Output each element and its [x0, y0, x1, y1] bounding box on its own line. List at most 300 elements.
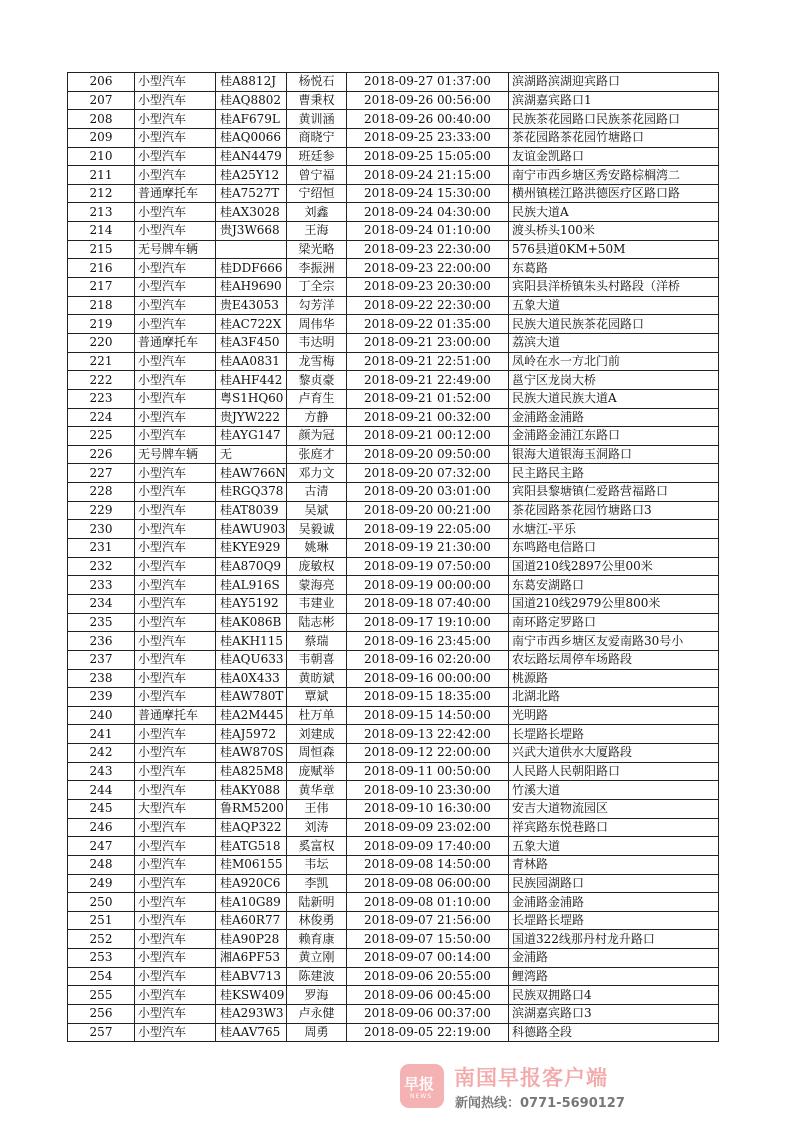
driver-name-cell: 宁绍恒 [287, 184, 347, 203]
record-number-cell: 207 [68, 91, 135, 110]
violation-time-cell: 2018-09-16 00:00:00 [347, 669, 509, 688]
violation-location-cell: 长堽路长堽路 [509, 725, 719, 744]
record-number-cell: 250 [68, 893, 135, 912]
table-row [68, 744, 719, 763]
driver-name-cell: 邓力文 [287, 464, 347, 483]
table-row [68, 315, 719, 334]
violation-location-cell: 滨湖嘉宾路口3 [509, 1005, 719, 1024]
table-row [68, 501, 719, 520]
violation-location-cell: 鲤湾路 [509, 967, 719, 986]
plate-number-cell: 粤S1HQ60 [216, 389, 287, 408]
vehicle-type-cell: 小型汽车 [135, 371, 216, 390]
record-number-cell: 252 [68, 930, 135, 949]
vehicle-type-cell: 小型汽车 [135, 352, 216, 371]
vehicle-type-cell: 小型汽车 [135, 203, 216, 222]
violation-time-cell: 2018-09-20 07:32:00 [347, 464, 509, 483]
vehicle-type-cell: 小型汽车 [135, 408, 216, 427]
plate-number-cell: 桂AQ8802 [216, 91, 287, 110]
violation-location-cell: 兴武大道供水大厦路段 [509, 744, 719, 763]
violation-location-cell: 国道210线2897公里00米 [509, 557, 719, 576]
driver-name-cell: 周勇 [287, 1023, 347, 1042]
plate-number-cell: 桂AKY088 [216, 781, 287, 800]
driver-name-cell: 曹秉权 [287, 91, 347, 110]
record-number-cell: 231 [68, 539, 135, 558]
violation-time-cell: 2018-09-26 00:40:00 [347, 110, 509, 129]
record-number-cell: 248 [68, 855, 135, 874]
vehicle-type-cell: 小型汽车 [135, 986, 216, 1005]
violation-location-cell: 茶花园路茶花园竹塘路口 [509, 128, 719, 147]
plate-number-cell: 桂AX3028 [216, 203, 287, 222]
driver-name-cell: 商晓宁 [287, 128, 347, 147]
driver-name-cell: 黎贞豪 [287, 371, 347, 390]
record-number-cell: 242 [68, 744, 135, 763]
violation-time-cell: 2018-09-21 22:49:00 [347, 371, 509, 390]
plate-number-cell: 桂A60R77 [216, 911, 287, 930]
table-row [68, 669, 719, 688]
plate-number-cell: 鲁RM5200 [216, 799, 287, 818]
violation-location-cell: 青林路 [509, 855, 719, 874]
vehicle-type-cell: 小型汽车 [135, 557, 216, 576]
violation-location-cell: 金浦路 [509, 949, 719, 968]
record-number-cell: 237 [68, 650, 135, 669]
plate-number-cell: 桂KYE929 [216, 539, 287, 558]
plate-number-cell: 桂RGQ378 [216, 483, 287, 502]
violation-location-cell: 金浦路金浦路 [509, 893, 719, 912]
record-number-cell: 246 [68, 818, 135, 837]
table-row [68, 464, 719, 483]
table-row [68, 408, 719, 427]
vehicle-type-cell: 小型汽车 [135, 110, 216, 129]
driver-name-cell: 刘鑫 [287, 203, 347, 222]
record-number-cell: 251 [68, 911, 135, 930]
driver-name-cell: 陆志彬 [287, 613, 347, 632]
violation-location-cell: 金浦路金浦路 [509, 408, 719, 427]
violation-time-cell: 2018-09-19 00:00:00 [347, 576, 509, 595]
table-row [68, 240, 719, 259]
table-row [68, 445, 719, 464]
driver-name-cell: 古清 [287, 483, 347, 502]
plate-number-cell: 桂AC722X [216, 315, 287, 334]
table-row [68, 650, 719, 669]
violation-time-cell: 2018-09-19 07:50:00 [347, 557, 509, 576]
record-number-cell: 219 [68, 315, 135, 334]
plate-number-cell: 桂A870Q9 [216, 557, 287, 576]
plate-number-cell: 桂AQ0066 [216, 128, 287, 147]
driver-name-cell: 蔡瑞 [287, 632, 347, 651]
violation-location-cell: 祥宾路东悦巷路口 [509, 818, 719, 837]
table-row [68, 594, 719, 613]
driver-name-cell: 罗海 [287, 986, 347, 1005]
vehicle-type-cell: 小型汽车 [135, 669, 216, 688]
driver-name-cell: 杜万单 [287, 706, 347, 725]
violation-time-cell: 2018-09-17 19:10:00 [347, 613, 509, 632]
plate-number-cell: 桂A825M8 [216, 762, 287, 781]
plate-number-cell: 桂AF679L [216, 110, 287, 129]
record-number-cell: 255 [68, 986, 135, 1005]
violation-location-cell: 农坛路坛周停车场路段 [509, 650, 719, 669]
vehicle-type-cell: 普通摩托车 [135, 184, 216, 203]
violation-location-cell: 五象大道 [509, 837, 719, 856]
violation-location-cell: 南宁市西乡塘区友爱南路30号小 [509, 632, 719, 651]
plate-number-cell [216, 240, 287, 259]
vehicle-type-cell: 小型汽车 [135, 427, 216, 446]
plate-number-cell: 桂AQU633 [216, 650, 287, 669]
violation-location-cell: 民族双拥路口4 [509, 986, 719, 1005]
violation-location-cell: 民族园湖路口 [509, 874, 719, 893]
table-row [68, 91, 719, 110]
driver-name-cell: 班廷参 [287, 147, 347, 166]
record-number-cell: 218 [68, 296, 135, 315]
driver-name-cell: 王伟 [287, 799, 347, 818]
violation-time-cell: 2018-09-16 02:20:00 [347, 650, 509, 669]
vehicle-type-cell: 小型汽车 [135, 818, 216, 837]
driver-name-cell: 王海 [287, 222, 347, 241]
driver-name-cell: 奚富权 [287, 837, 347, 856]
violation-time-cell: 2018-09-19 21:30:00 [347, 539, 509, 558]
vehicle-type-cell: 小型汽车 [135, 837, 216, 856]
violation-time-cell: 2018-09-23 22:00:00 [347, 259, 509, 278]
record-number-cell: 211 [68, 166, 135, 185]
vehicle-type-cell: 小型汽车 [135, 520, 216, 539]
vehicle-type-cell: 小型汽车 [135, 128, 216, 147]
driver-name-cell: 林俊勇 [287, 911, 347, 930]
plate-number-cell: 桂AJ5972 [216, 725, 287, 744]
table-row [68, 874, 719, 893]
record-number-cell: 228 [68, 483, 135, 502]
table-row [68, 930, 719, 949]
driver-name-cell: 黄华章 [287, 781, 347, 800]
violation-location-cell: 科德路全段 [509, 1023, 719, 1042]
driver-name-cell: 赖育康 [287, 930, 347, 949]
vehicle-type-cell: 小型汽车 [135, 874, 216, 893]
record-number-cell: 243 [68, 762, 135, 781]
record-number-cell: 229 [68, 501, 135, 520]
driver-name-cell: 曾宁福 [287, 166, 347, 185]
violation-time-cell: 2018-09-24 04:30:00 [347, 203, 509, 222]
driver-name-cell: 方静 [287, 408, 347, 427]
violation-time-cell: 2018-09-08 01:10:00 [347, 893, 509, 912]
violation-time-cell: 2018-09-21 00:32:00 [347, 408, 509, 427]
violation-location-cell: 国道322线那丹村龙升路口 [509, 930, 719, 949]
violation-location-cell: 南环路定罗路口 [509, 613, 719, 632]
plate-number-cell: 桂AT8039 [216, 501, 287, 520]
violation-location-cell: 邕宁区龙岗大桥 [509, 371, 719, 390]
violation-time-cell: 2018-09-21 23:00:00 [347, 333, 509, 352]
vehicle-type-cell: 小型汽车 [135, 613, 216, 632]
plate-number-cell: 桂AN4479 [216, 147, 287, 166]
plate-number-cell: 桂AL916S [216, 576, 287, 595]
plate-number-cell: 桂AA0831 [216, 352, 287, 371]
driver-name-cell: 韦坛 [287, 855, 347, 874]
table-row [68, 762, 719, 781]
vehicle-type-cell: 小型汽车 [135, 147, 216, 166]
plate-number-cell: 桂AKH115 [216, 632, 287, 651]
vehicle-type-cell: 小型汽车 [135, 222, 216, 241]
driver-name-cell: 庞敏权 [287, 557, 347, 576]
violation-time-cell: 2018-09-21 22:51:00 [347, 352, 509, 371]
record-number-cell: 208 [68, 110, 135, 129]
table-row [68, 128, 719, 147]
violation-location-cell: 国道210线2979公里800米 [509, 594, 719, 613]
driver-name-cell: 李凯 [287, 874, 347, 893]
table-row [68, 73, 719, 92]
driver-name-cell: 韦建业 [287, 594, 347, 613]
violation-location-cell: 竹溪大道 [509, 781, 719, 800]
record-number-cell: 236 [68, 632, 135, 651]
driver-name-cell: 蒙海亮 [287, 576, 347, 595]
record-number-cell: 238 [68, 669, 135, 688]
violation-location-cell: 安吉大道物流园区 [509, 799, 719, 818]
violation-time-cell: 2018-09-16 23:45:00 [347, 632, 509, 651]
record-number-cell: 256 [68, 1005, 135, 1024]
table-row [68, 520, 719, 539]
plate-number-cell: 桂AQP322 [216, 818, 287, 837]
violation-time-cell: 2018-09-07 21:56:00 [347, 911, 509, 930]
plate-number-cell: 桂A8812J [216, 73, 287, 92]
driver-name-cell: 韦朝喜 [287, 650, 347, 669]
violation-time-cell: 2018-09-24 01:10:00 [347, 222, 509, 241]
violation-time-cell: 2018-09-24 21:15:00 [347, 166, 509, 185]
vehicle-type-cell: 小型汽车 [135, 762, 216, 781]
table-row [68, 296, 719, 315]
violation-time-cell: 2018-09-25 23:33:00 [347, 128, 509, 147]
record-number-cell: 212 [68, 184, 135, 203]
vehicle-type-cell: 小型汽车 [135, 483, 216, 502]
plate-number-cell: 桂AH9690 [216, 278, 287, 297]
plate-number-cell: 贵E43053 [216, 296, 287, 315]
violation-time-cell: 2018-09-23 22:30:00 [347, 240, 509, 259]
violation-location-cell: 长堽路长堽路 [509, 911, 719, 930]
plate-number-cell: 桂DDF666 [216, 259, 287, 278]
plate-number-cell: 桂AW780T [216, 688, 287, 707]
violation-time-cell: 2018-09-07 00:14:00 [347, 949, 509, 968]
record-number-cell: 221 [68, 352, 135, 371]
driver-name-cell: 卢育生 [287, 389, 347, 408]
table-row [68, 781, 719, 800]
table-row [68, 110, 719, 129]
vehicle-type-cell: 小型汽车 [135, 949, 216, 968]
violation-time-cell: 2018-09-09 23:02:00 [347, 818, 509, 837]
plate-number-cell: 贵JYW222 [216, 408, 287, 427]
plate-number-cell: 无 [216, 445, 287, 464]
table-row [68, 1005, 719, 1024]
record-number-cell: 227 [68, 464, 135, 483]
table-row [68, 986, 719, 1005]
violation-time-cell: 2018-09-21 00:12:00 [347, 427, 509, 446]
vehicle-type-cell: 小型汽车 [135, 166, 216, 185]
driver-name-cell: 庞赋举 [287, 762, 347, 781]
watermark-hotline: 新闻热线：0771-5690127 [455, 1096, 625, 1111]
table-row [68, 837, 719, 856]
driver-name-cell: 黄训涵 [287, 110, 347, 129]
record-number-cell: 223 [68, 389, 135, 408]
plate-number-cell: 桂AY5192 [216, 594, 287, 613]
violation-location-cell: 光明路 [509, 706, 719, 725]
vehicle-type-cell: 小型汽车 [135, 539, 216, 558]
violation-time-cell: 2018-09-20 03:01:00 [347, 483, 509, 502]
violation-location-cell: 南宁市西乡塘区秀安路棕榈湾二 [509, 166, 719, 185]
table-row [68, 352, 719, 371]
record-number-cell: 253 [68, 949, 135, 968]
driver-name-cell: 周伟华 [287, 315, 347, 334]
table-row [68, 855, 719, 874]
violation-time-cell: 2018-09-06 00:45:00 [347, 986, 509, 1005]
driver-name-cell: 张庭才 [287, 445, 347, 464]
record-number-cell: 233 [68, 576, 135, 595]
table-row [68, 799, 719, 818]
violation-location-cell: 东葛安湖路口 [509, 576, 719, 595]
violation-location-cell: 宾阳县黎塘镇仁爱路营福路口 [509, 483, 719, 502]
violation-location-cell: 民族大道民族大道A [509, 389, 719, 408]
violation-location-cell: 576县道0KM+50M [509, 240, 719, 259]
driver-name-cell: 梁光略 [287, 240, 347, 259]
violation-time-cell: 2018-09-19 22:05:00 [347, 520, 509, 539]
table-row [68, 688, 719, 707]
table-row [68, 949, 719, 968]
driver-name-cell: 丁全宗 [287, 278, 347, 297]
violation-time-cell: 2018-09-20 00:21:00 [347, 501, 509, 520]
vehicle-type-cell: 小型汽车 [135, 1023, 216, 1042]
record-number-cell: 225 [68, 427, 135, 446]
violation-location-cell: 银海大道银海玉洞路口 [509, 445, 719, 464]
violation-time-cell: 2018-09-08 06:00:00 [347, 874, 509, 893]
violation-records-table [67, 72, 719, 1042]
violation-time-cell: 2018-09-15 14:50:00 [347, 706, 509, 725]
violation-location-cell: 荔滨大道 [509, 333, 719, 352]
record-number-cell: 209 [68, 128, 135, 147]
table-row [68, 333, 719, 352]
vehicle-type-cell: 小型汽车 [135, 315, 216, 334]
driver-name-cell: 陆新明 [287, 893, 347, 912]
violation-time-cell: 2018-09-05 22:19:00 [347, 1023, 509, 1042]
driver-name-cell: 刘涛 [287, 818, 347, 837]
vehicle-type-cell: 小型汽车 [135, 576, 216, 595]
violation-time-cell: 2018-09-06 20:55:00 [347, 967, 509, 986]
table-row [68, 278, 719, 297]
driver-name-cell: 吴斌 [287, 501, 347, 520]
driver-name-cell: 韦达明 [287, 333, 347, 352]
record-number-cell: 245 [68, 799, 135, 818]
plate-number-cell: 桂A0X433 [216, 669, 287, 688]
record-number-cell: 244 [68, 781, 135, 800]
newspaper-logo-icon [400, 1064, 444, 1108]
violation-location-cell: 民族大道民族茶花园路口 [509, 315, 719, 334]
newspaper-watermark [400, 1062, 660, 1110]
driver-name-cell: 龙雪梅 [287, 352, 347, 371]
violation-time-cell: 2018-09-24 15:30:00 [347, 184, 509, 203]
plate-number-cell: 桂A7527T [216, 184, 287, 203]
driver-name-cell: 陈建波 [287, 967, 347, 986]
vehicle-type-cell: 小型汽车 [135, 893, 216, 912]
plate-number-cell: 桂ABV713 [216, 967, 287, 986]
record-number-cell: 249 [68, 874, 135, 893]
violation-location-cell: 凤岭在水一方北门前 [509, 352, 719, 371]
table-row [68, 557, 719, 576]
violation-time-cell: 2018-09-20 09:50:00 [347, 445, 509, 464]
vehicle-type-cell: 小型汽车 [135, 632, 216, 651]
table-body [68, 73, 719, 1042]
violation-time-cell: 2018-09-15 18:35:00 [347, 688, 509, 707]
record-number-cell: 241 [68, 725, 135, 744]
record-number-cell: 214 [68, 222, 135, 241]
watermark-title: 南国早报客户端 [454, 1066, 608, 1090]
vehicle-type-cell: 小型汽车 [135, 650, 216, 669]
violation-location-cell: 东葛路 [509, 259, 719, 278]
table-row [68, 725, 719, 744]
vehicle-type-cell: 小型汽车 [135, 930, 216, 949]
violation-time-cell: 2018-09-13 22:42:00 [347, 725, 509, 744]
plate-number-cell: 桂A3F450 [216, 333, 287, 352]
record-number-cell: 206 [68, 73, 135, 92]
plate-number-cell: 桂KSW409 [216, 986, 287, 1005]
vehicle-type-cell: 小型汽车 [135, 259, 216, 278]
violation-location-cell: 横州镇槎江路洪德医疗区路口路 [509, 184, 719, 203]
violation-location-cell: 民族茶花园路口民族茶花园路口 [509, 110, 719, 129]
vehicle-type-cell: 小型汽车 [135, 911, 216, 930]
plate-number-cell: 桂AK086B [216, 613, 287, 632]
table-row [68, 539, 719, 558]
vehicle-type-cell: 小型汽车 [135, 855, 216, 874]
violation-time-cell: 2018-09-06 00:37:00 [347, 1005, 509, 1024]
table-row [68, 371, 719, 390]
violation-location-cell: 滨湖嘉宾路口1 [509, 91, 719, 110]
violation-location-cell: 桃源路 [509, 669, 719, 688]
plate-number-cell: 桂A90P28 [216, 930, 287, 949]
plate-number-cell: 桂A920C6 [216, 874, 287, 893]
violation-time-cell: 2018-09-11 00:50:00 [347, 762, 509, 781]
logo-text: 早报 [404, 1075, 435, 1093]
plate-number-cell: 桂AAV765 [216, 1023, 287, 1042]
vehicle-type-cell: 小型汽车 [135, 688, 216, 707]
violation-location-cell: 民主路民主路 [509, 464, 719, 483]
record-number-cell: 235 [68, 613, 135, 632]
violation-time-cell: 2018-09-23 20:30:00 [347, 278, 509, 297]
violation-time-cell: 2018-09-26 00:56:00 [347, 91, 509, 110]
violation-location-cell: 滨湖路滨湖迎宾路口 [509, 73, 719, 92]
record-number-cell: 232 [68, 557, 135, 576]
table-row [68, 632, 719, 651]
table-row [68, 911, 719, 930]
vehicle-type-cell: 小型汽车 [135, 73, 216, 92]
violation-time-cell: 2018-09-22 22:30:00 [347, 296, 509, 315]
table-row [68, 166, 719, 185]
violation-location-cell: 东鸣路电信路口 [509, 539, 719, 558]
violation-location-cell: 民族大道A [509, 203, 719, 222]
violation-time-cell: 2018-09-22 01:35:00 [347, 315, 509, 334]
vehicle-type-cell: 小型汽车 [135, 464, 216, 483]
vehicle-type-cell: 小型汽车 [135, 744, 216, 763]
record-number-cell: 257 [68, 1023, 135, 1042]
violation-time-cell: 2018-09-12 22:00:00 [347, 744, 509, 763]
driver-name-cell: 勾芳洋 [287, 296, 347, 315]
violation-time-cell: 2018-09-09 17:40:00 [347, 837, 509, 856]
table-row [68, 483, 719, 502]
table-row [68, 613, 719, 632]
vehicle-type-cell: 大型汽车 [135, 799, 216, 818]
driver-name-cell: 卢永健 [287, 1005, 347, 1024]
driver-name-cell: 黄立刚 [287, 949, 347, 968]
vehicle-type-cell: 小型汽车 [135, 501, 216, 520]
table-row [68, 184, 719, 203]
plate-number-cell: 桂AYG147 [216, 427, 287, 446]
table-row [68, 259, 719, 278]
violation-time-cell: 2018-09-21 01:52:00 [347, 389, 509, 408]
violation-location-cell: 人民路人民朝阳路口 [509, 762, 719, 781]
record-number-cell: 247 [68, 837, 135, 856]
record-number-cell: 210 [68, 147, 135, 166]
driver-name-cell: 吴毅诚 [287, 520, 347, 539]
vehicle-type-cell: 小型汽车 [135, 725, 216, 744]
